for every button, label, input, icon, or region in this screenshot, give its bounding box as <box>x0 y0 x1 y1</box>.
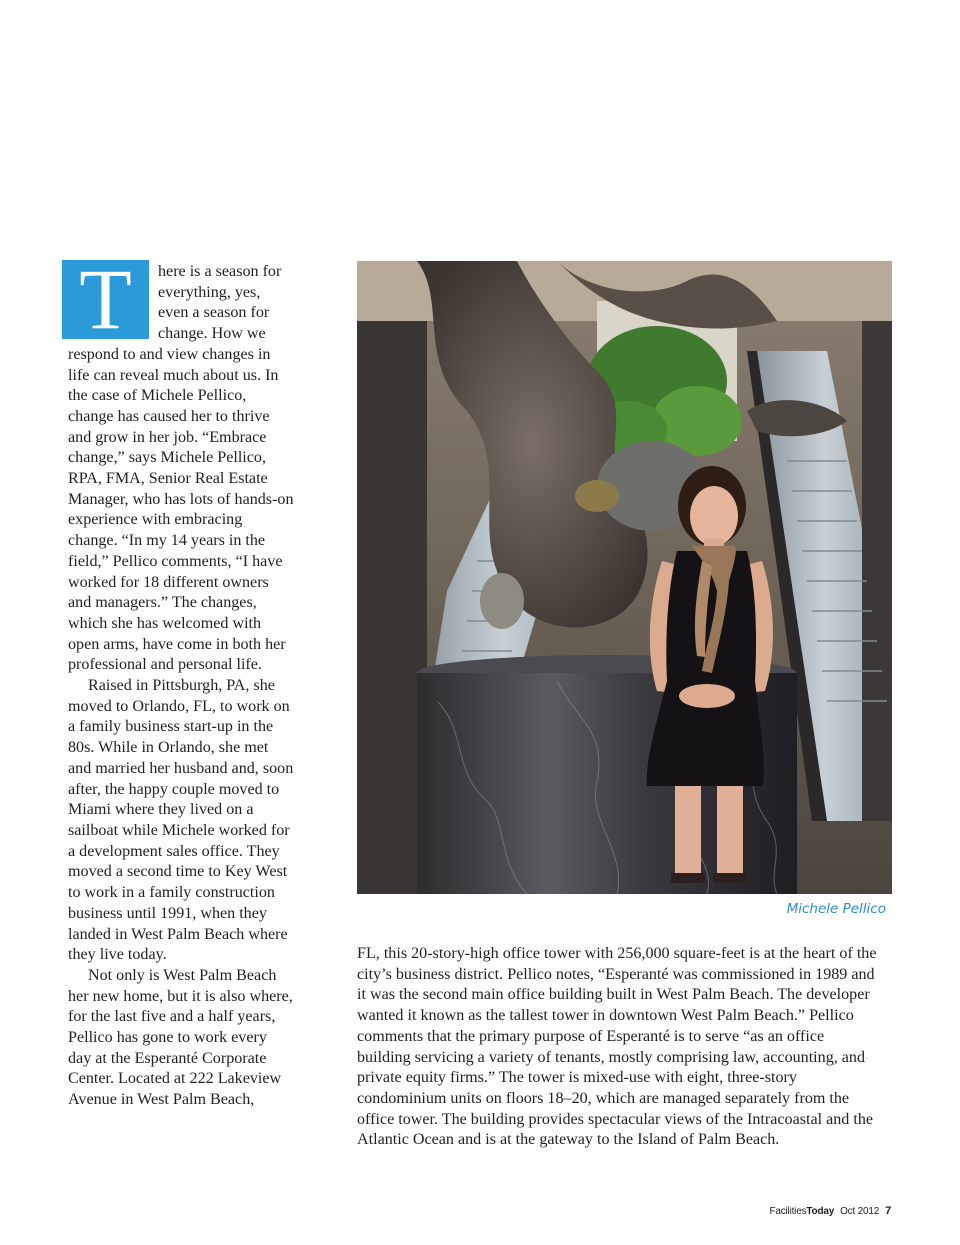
drop-cap: T <box>62 260 149 339</box>
article-paragraph-2: Raised in Pittsburgh, PA, she moved to Orlando, FL, to work on a family business start-up in the 80s. While in Orlando, she met and married her husband and, soon after, the happy couple moved to Miami where they lived on a sailboat while Michele worked for a development sales office. They moved a second time to Key West to work in a family construction business until 1991, when they landed in West Palm Beach where they live today. <box>68 677 294 964</box>
page-footer <box>769 1205 891 1217</box>
page-number: 7 <box>885 1205 891 1217</box>
article-paragraph-4: FL, this 20-story-high office tower with 256,000 square-feet is at the heart of the city’s business district. Pellico notes, “Esperanté was commissioned in 1989 and it was the second main office building built in West Palm Beach. The developer wanted it known as the tallest tower in downtown West Palm Beach.” Pellico comments that the primary purpose of Esperanté is to serve “as an office building servicing a variety of tenants, mostly comprising law, accounting, and private equity firms.” The tower is mixed-use with eight, three-story condominium units on floors 18–20, which are managed separately from the office tower. The building provides spectacular views of the Intracoastal and the Atlantic Ocean and is at the gateway to the Island of Palm Beach. <box>357 945 877 1149</box>
photo-illustration <box>357 261 892 894</box>
article-paragraph-1: here is a season for everything, yes, even a season for change. How we respond to and view changes in life can reveal much about us. In the case of Michele Pellico, change has caused her to thrive and grow in her job. “Embrace change,” says Michele Pellico, RPA, FMA, Senior Real Estate Manager, who has lots of hands-on experience with embracing change. “In my 14 years in the field,” Pellico comments, “I have worked for 18 different owners and managers.” The changes, which she has welcomed with open arms, have come in both her professional and personal life. <box>68 263 294 674</box>
footer-brand-bold: Today <box>806 1206 835 1217</box>
article-paragraph-3: Not only is West Palm Beach her new home, but it is also where, for the last five and a half years, Pellico has gone to work every day at the Esperanté Corporate Center. Located at 222 Lakeview Avenue in West Palm Beach, <box>68 966 293 1109</box>
article-right-column <box>357 944 877 1151</box>
article-left-column <box>68 251 294 1111</box>
footer-date: Oct 2012 <box>840 1206 880 1217</box>
photo-caption: Michele Pellico <box>786 901 886 917</box>
footer-brand-light: Facilities <box>769 1206 807 1217</box>
portrait-photo <box>357 261 892 894</box>
